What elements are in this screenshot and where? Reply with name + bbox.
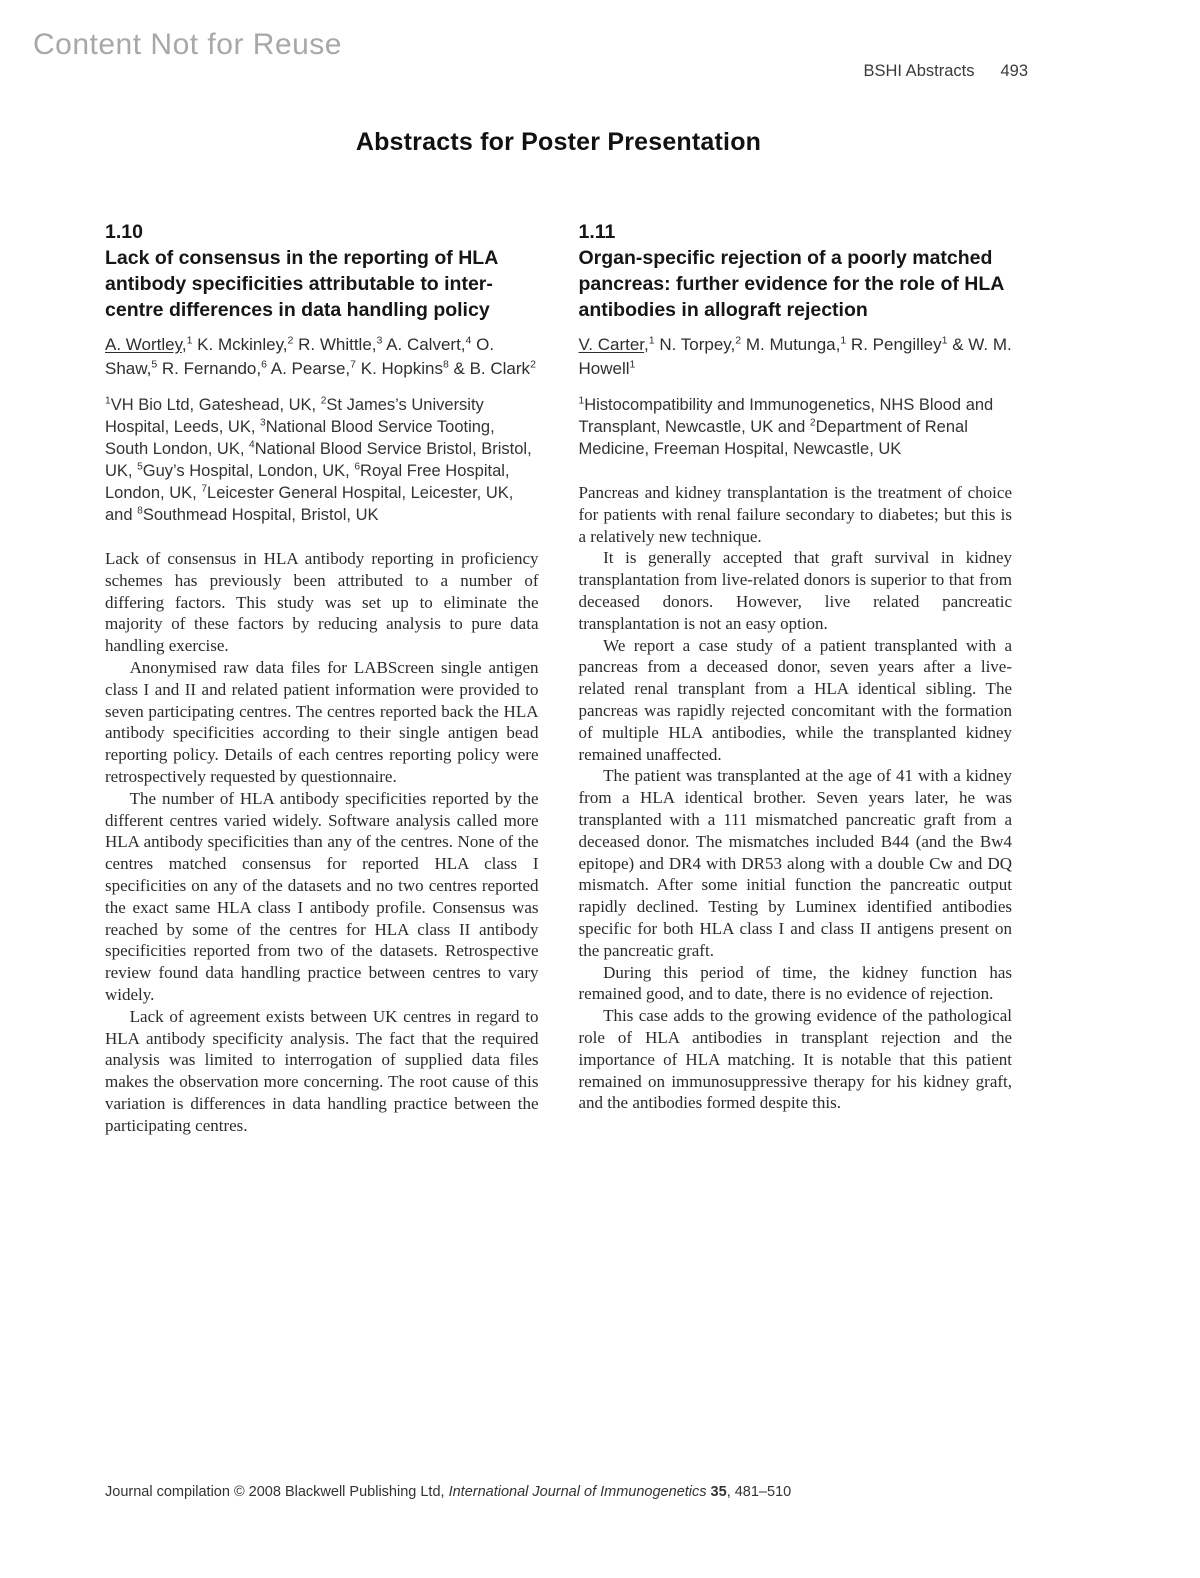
watermark-text: Content Not for Reuse xyxy=(33,28,342,61)
superscript: 3 xyxy=(260,417,266,429)
text-segment: R. Fernando, xyxy=(157,358,262,378)
superscript: 4 xyxy=(465,334,472,347)
running-head-label: BSHI Abstracts xyxy=(863,62,975,80)
text-segment: , 481–510 xyxy=(726,1484,792,1500)
page-title: Abstracts for Poster Presentation xyxy=(355,128,762,156)
page-content xyxy=(105,0,1012,1137)
two-column-layout xyxy=(105,219,1012,1137)
paragraph: We report a case study of a patient transplanted with a pancreas from a deceased donor, seven years after a live-related renal transplant from a HLA identical sibling. The pancreas was rapidly rejected concomitant with the formation of multiple HLA antibodies, while the transplanted kidney remained unaffected. xyxy=(578,635,1012,764)
text-segment: & B. Clark xyxy=(448,358,531,378)
superscript: 2 xyxy=(735,334,742,347)
text-segment: A. Wortley xyxy=(105,335,182,354)
text-segment: Royal Free Hospital, London, UK, xyxy=(105,462,510,502)
superscript: 2 xyxy=(809,417,816,429)
paragraph: The number of HLA antibody specificities reported by the different centres varied widely. Software analysis called more HLA antibody specificities than any of the centres. None of the centres matched consensus for reported HLA class I specificities on any of the datasets and no two centres reported the exact same HLA class I antibody profile. Consensus was reached by some of the centres for HLA class II antibody specificities reported from two of the datasets. Retrospective review found data handling practice between centres to vary widely. xyxy=(105,788,539,1004)
superscript: 1 xyxy=(105,395,111,407)
paragraph: Anonymised raw data files for LABScreen single antigen class I and II and related patient information were provided to seven participating centres. The centres reported back the HLA antibody specificities according to their single antigen bead reporting policy. Details of each centres reporting policy were retrospectively requested by questionnaire. xyxy=(105,657,539,786)
superscript: 3 xyxy=(376,334,383,347)
text-segment: , xyxy=(644,335,649,354)
paragraph: During this period of time, the kidney function has remained good, and to date, there is no evidence of rejection. xyxy=(578,962,1012,1004)
superscript: 7 xyxy=(201,483,208,495)
abstract-affiliations xyxy=(579,394,1013,460)
superscript: 1 xyxy=(648,334,655,347)
superscript: 2 xyxy=(320,395,327,407)
paragraph: Lack of consensus in HLA antibody reporting in proficiency schemes has previously been attributed to a number of differing factors. This study was set up to eliminate the majority of these factors by reducing analysis to pure data handling exercise. xyxy=(105,549,539,656)
text-segment: M. Mutunga, xyxy=(741,335,841,354)
paragraph: The patient was transplanted at the age of 41 with a kidney from a HLA identical brother. Seven years later, he was transplanted with a 111 mismatched pancreatic graft from a deceased donor. The mismatches included B44 (and the Bw4 epitope) and DR4 with DR53 along with a double Cw and DQ mismatch. After some initial function the pancreatic output rapidly declined. Testing by Luminex identified antibodies specific for both HLA class I and class II antigens present on the pancreatic graft. xyxy=(578,766,1012,960)
superscript: 2 xyxy=(530,357,536,370)
superscript: 1 xyxy=(941,334,948,347)
text-segment: N. Torpey, xyxy=(654,335,736,354)
text-segment: Journal compilation © 2008 Blackwell Publishing Ltd, xyxy=(105,1484,449,1500)
superscript: 1 xyxy=(578,395,585,407)
text-segment: R. Whittle, xyxy=(293,335,377,354)
journal-footer xyxy=(105,1484,791,1500)
abstract-title: Organ-specific rejection of a poorly matched pancreas: further evidence for the role of HLA antibodies in allograft rejection xyxy=(578,247,1004,321)
text-segment: R. Pengilley xyxy=(846,335,942,354)
abstract-authors xyxy=(579,333,1013,380)
superscript: 5 xyxy=(151,357,158,370)
superscript: 4 xyxy=(249,439,255,451)
superscript: 2 xyxy=(287,334,294,347)
abstract-authors xyxy=(105,333,539,380)
abstract-number: 1.11 xyxy=(578,221,616,243)
text-segment: 35 xyxy=(710,1484,727,1500)
text-segment: Leicester General Hospital, Leicester, UK, and xyxy=(105,484,514,524)
text-segment: K. Mckinley, xyxy=(192,335,288,354)
superscript: 1 xyxy=(840,334,847,347)
text-segment: National Blood Service Tooting, South London, UK, xyxy=(105,418,495,458)
superscript: 5 xyxy=(137,461,143,473)
superscript: 8 xyxy=(137,505,143,517)
paragraph: Lack of agreement exists between UK centres in regard to HLA antibody specificity analysis. The fact that the required analysis was limited to interrogation of supplied data files makes the observation more concerning. The root cause of this variation is differences in data handling practice between the participating centres. xyxy=(105,1006,539,1135)
text-segment: K. Hopkins xyxy=(356,358,443,378)
abstract-body xyxy=(579,482,1013,1114)
page-number: 493 xyxy=(1000,62,1028,80)
text-segment: Histocompatibility and Immunogenetics, NHS Blood and Transplant, Newcastle, UK and xyxy=(578,396,994,436)
text-segment: St James’s University Hospital, Leeds, UK, xyxy=(105,396,484,436)
abstract-title: Lack of consensus in the reporting of HLA antibody specificities attributable to inter-centre differences in data handling policy xyxy=(105,247,498,321)
text-segment: A. Calvert, xyxy=(382,335,466,354)
text-segment: A. Pearse, xyxy=(266,358,351,378)
text-segment: , xyxy=(181,335,187,354)
text-segment: National Blood Service Bristol, Bristol, UK, xyxy=(105,440,532,480)
text-segment: & W. M. Howell xyxy=(578,335,1012,378)
text-segment: VH Bio Ltd, Gateshead, UK, xyxy=(110,396,321,414)
paragraph: Pancreas and kidney transplantation is the treatment of choice for patients with renal failure secondary to diabetes; but this is a relatively new technique. xyxy=(578,483,1012,546)
abstract-number: 1.10 xyxy=(105,221,143,243)
superscript: 7 xyxy=(350,357,357,370)
abstract-affiliations xyxy=(105,394,539,526)
text-segment: International Journal of Immunogenetics xyxy=(448,1484,707,1500)
text-segment: Southmead Hospital, Bristol, UK xyxy=(142,506,379,524)
abstract-body xyxy=(105,548,539,1137)
superscript: 8 xyxy=(442,357,449,370)
text-segment: Department of Renal Medicine, Freeman Hospital, Newcastle, UK xyxy=(578,418,968,458)
abstract-1-11 xyxy=(579,219,1013,1137)
paragraph: It is generally accepted that graft survival in kidney transplantation from live-related donors is superior to that from deceased donors. However, live related pancreatic transplantation is not an easy option. xyxy=(578,548,1012,633)
text-segment: Guy’s Hospital, London, UK, xyxy=(142,462,355,480)
superscript: 6 xyxy=(261,357,267,370)
abstract-1-10 xyxy=(105,219,539,1137)
text-segment: O. Shaw, xyxy=(105,335,495,378)
text-segment: V. Carter xyxy=(578,335,645,354)
superscript: 1 xyxy=(186,334,193,347)
superscript: 6 xyxy=(354,461,361,473)
superscript: 1 xyxy=(629,357,636,370)
paragraph: This case adds to the growing evidence of the pathological role of HLA antibodies in transplant rejection and the importance of HLA matching. It is notable that this patient remained on immunosuppressive therapy for his kidney graft, and the antibodies formed despite this. xyxy=(578,1006,1012,1113)
